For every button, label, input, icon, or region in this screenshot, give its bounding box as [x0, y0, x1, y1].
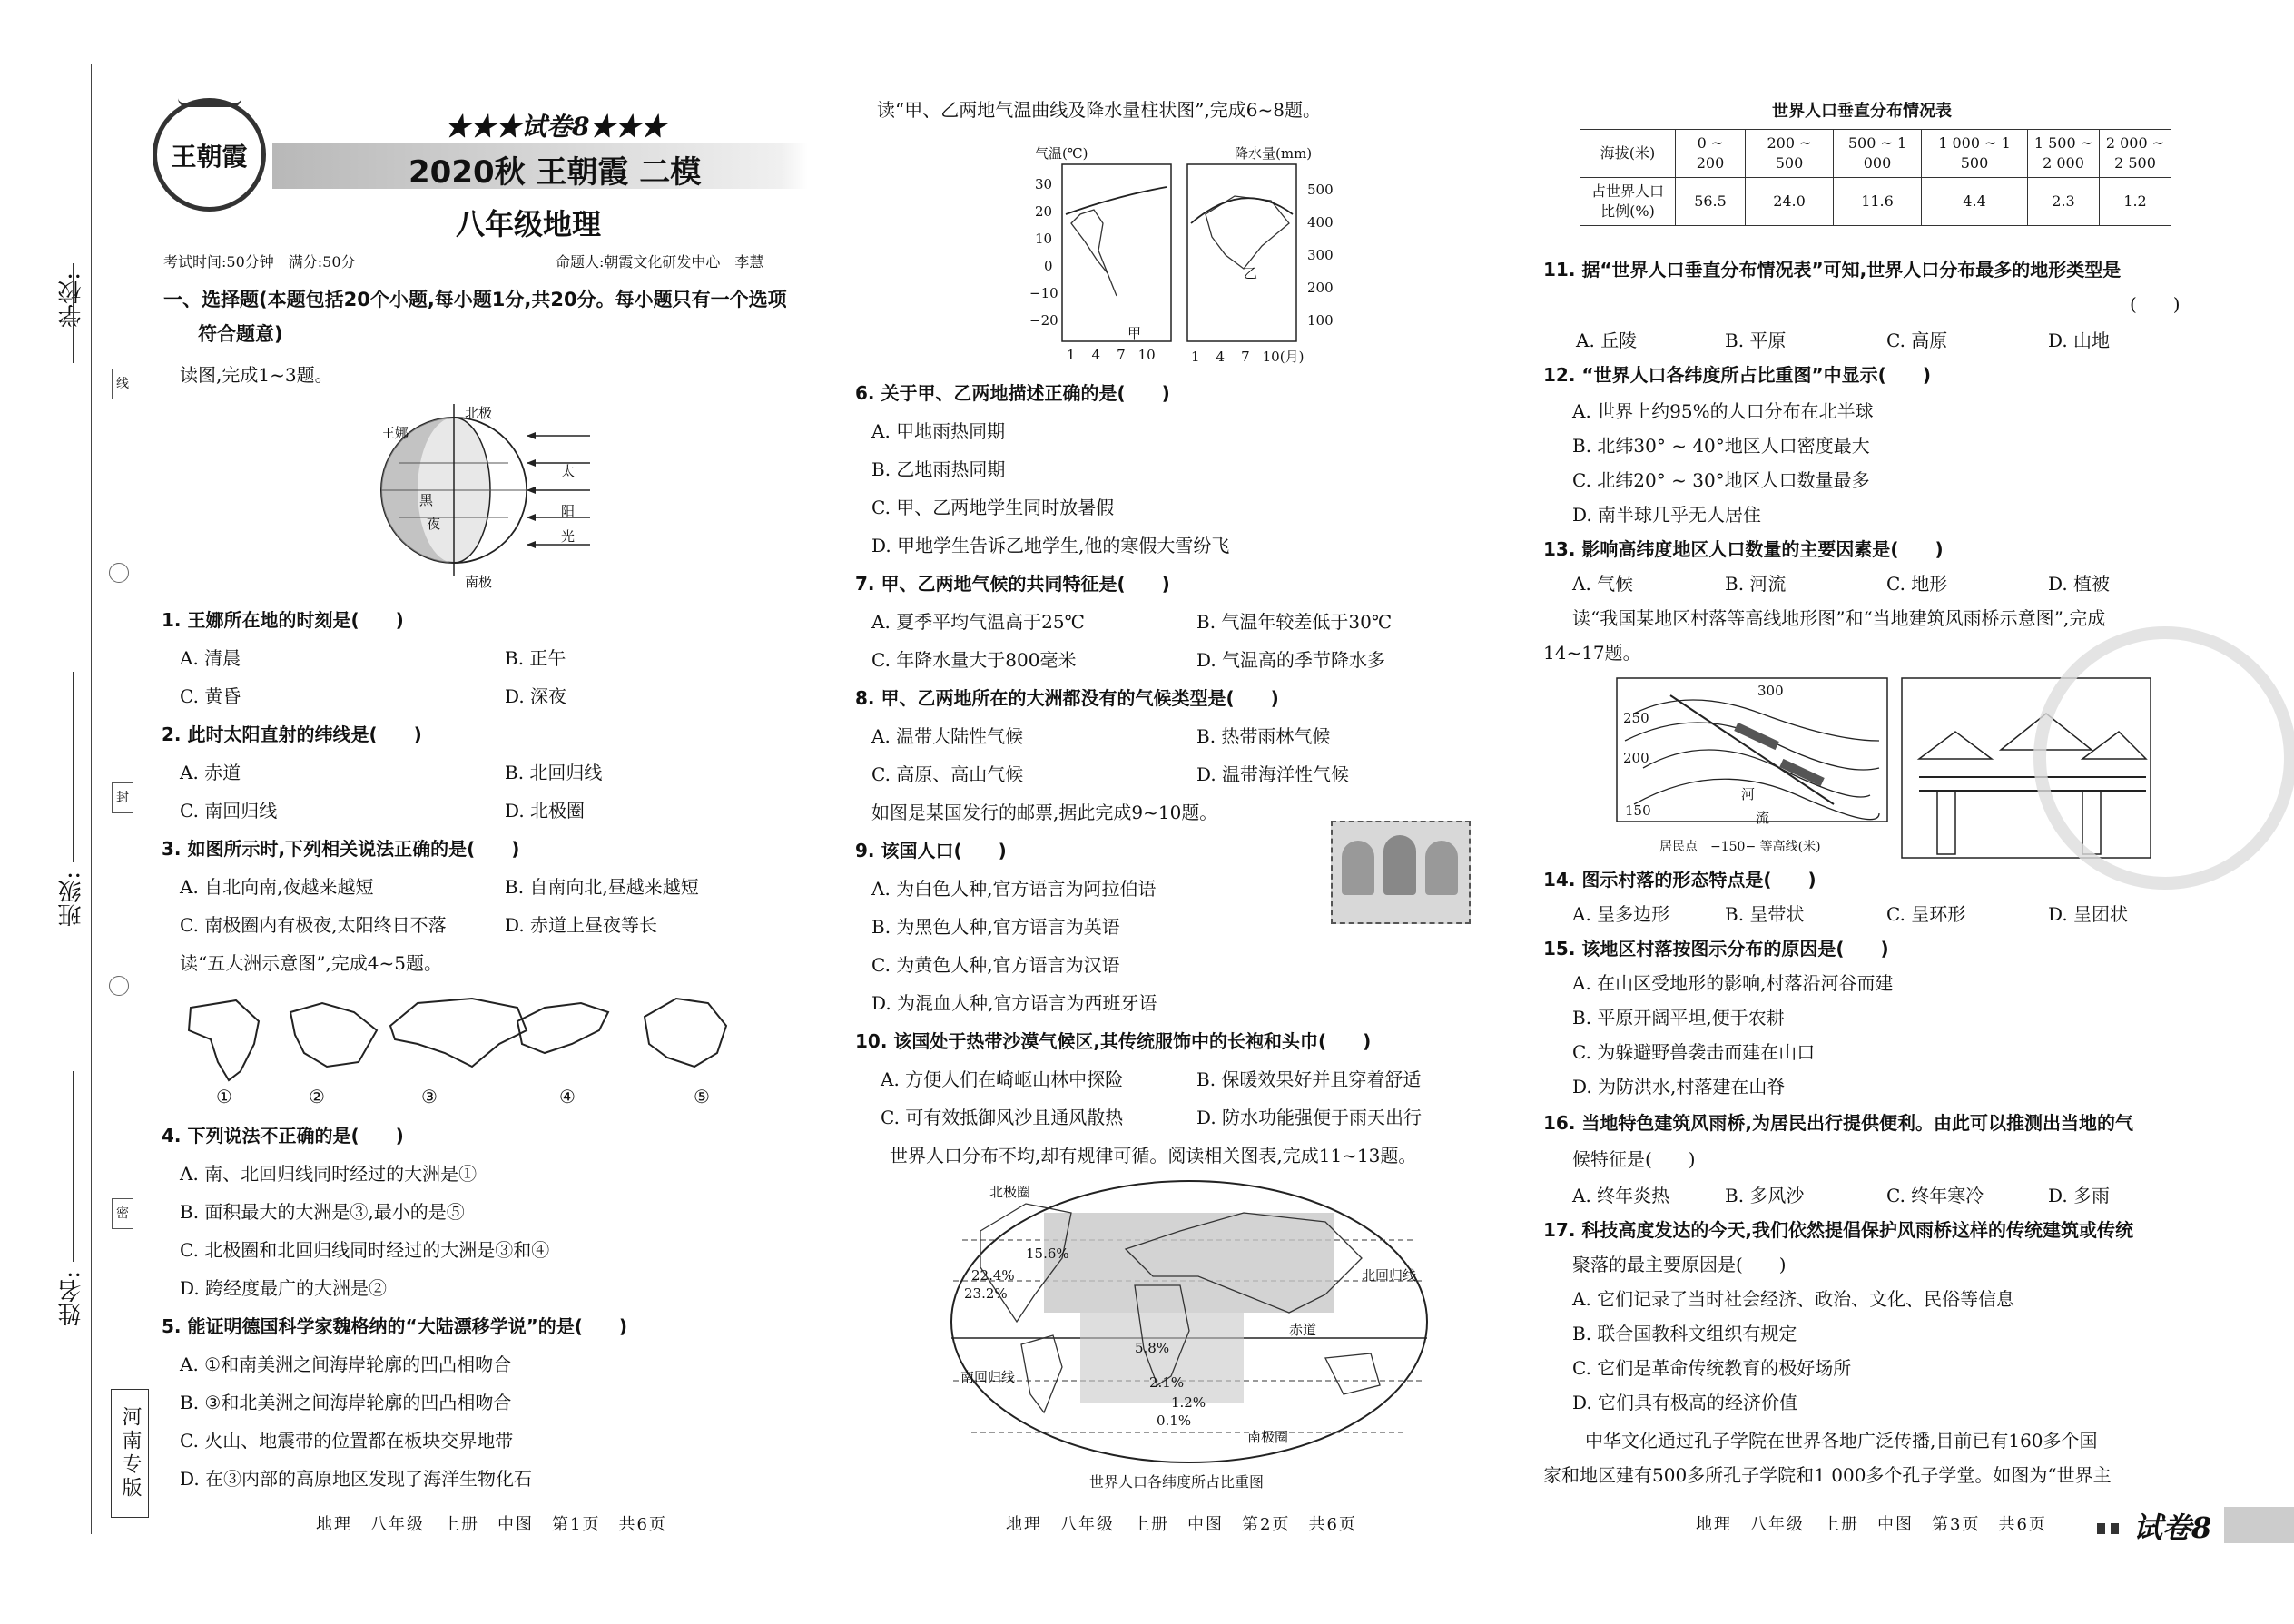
q12-option-d[interactable]: D. 南半球几乎无人居住 [1572, 504, 1762, 526]
q4-option-b[interactable]: B. 面积最大的大洲是③,最小的是⑤ [180, 1201, 465, 1223]
binding-line [91, 64, 92, 1534]
month-tick: 7 [1117, 347, 1126, 363]
q15-stem: 15. 该地区村落按图示分布的原因是( ) [1543, 938, 1889, 960]
intro-q1-3: 读图,完成1~3题。 [180, 364, 333, 386]
q16-stem: 16. 当地特色建筑风雨桥,为居民出行提供便利。由此可以推测出当地的气 [1543, 1112, 2133, 1134]
month-tick: 10 [1262, 349, 1280, 365]
table-cell: 4.4 [1922, 178, 2028, 226]
map-pct-label: 15.6% [1026, 1245, 1069, 1262]
q8-option-b[interactable]: B. 热带雨林气候 [1196, 725, 1331, 747]
footer-paper-tag: 试卷8 [2133, 1511, 2212, 1545]
month-tick: 7 [1241, 349, 1250, 365]
q9-option-d[interactable]: D. 为混血人种,官方语言为西班牙语 [871, 992, 1157, 1014]
binding-mark-xian: 线 [112, 369, 133, 399]
continent-5-label: ⑤ [694, 1086, 710, 1107]
fig1-sun-label-1: 太 [561, 463, 576, 479]
map-pct-label: 23.2% [964, 1285, 1008, 1302]
q6-option-a[interactable]: A. 甲地雨热同期 [871, 420, 1006, 442]
name-label: 姓名: [58, 1271, 85, 1326]
q13-option-a[interactable]: A. 气候 [1572, 573, 1634, 595]
binding-hole-icon [109, 976, 129, 996]
table-cell: 56.5 [1676, 178, 1746, 226]
q5-option-d[interactable]: D. 在③内部的高原地区发现了海洋生物化石 [180, 1468, 533, 1490]
q7-option-c[interactable]: C. 年降水量大于800毫米 [871, 649, 1077, 671]
table-row [1580, 178, 2171, 226]
q14-option-c[interactable]: C. 呈环形 [1886, 903, 1966, 925]
intro-q11-13: 世界人口分布不均,却有规律可循。阅读相关图表,完成11~13题。 [890, 1145, 1417, 1166]
q4-stem: 4. 下列说法不正确的是( ) [162, 1125, 404, 1147]
q11-option-c[interactable]: C. 高原 [1886, 330, 1948, 351]
q9-stem: 9. 该国人口( ) [855, 840, 1007, 861]
q7-option-b[interactable]: B. 气温年较差低于30℃ [1196, 611, 1393, 633]
footer-tab [2224, 1507, 2294, 1543]
contour-200-label: 200 [1623, 750, 1649, 766]
q14-option-a[interactable]: A. 呈多边形 [1572, 903, 1670, 925]
contour-150-label: 150 [1625, 802, 1651, 819]
q10-option-c[interactable]: C. 可有效抵御风沙且通风散热 [881, 1107, 1124, 1128]
chart-month-axis-jia [1067, 347, 1156, 363]
contour-300-label: 300 [1757, 683, 1784, 699]
logo-crown-icon [178, 76, 241, 107]
q16-option-d[interactable]: D. 多雨 [2048, 1185, 2111, 1206]
q15-option-c[interactable]: C. 为躲避野兽袭击而建在山口 [1572, 1041, 1816, 1063]
fig1-sun-label-2: 阳 [561, 503, 576, 519]
q8-option-c[interactable]: C. 高原、高山气候 [871, 763, 1024, 785]
temp-tick: 0 [1044, 258, 1053, 274]
chart-month-axis-yi [1191, 347, 1304, 366]
class-underline [73, 672, 74, 862]
table-cell: 2 000 ~ 2 500 [2100, 130, 2171, 178]
table-cell: 2.3 [2028, 178, 2100, 226]
table-cell: 1 000 ~ 1 500 [1922, 130, 2028, 178]
q6-stem: 6. 关于甲、乙两地描述正确的是( ) [855, 382, 1170, 404]
q3-stem: 3. 如图所示时,下列相关说法正确的是( ) [162, 838, 520, 860]
chart-yi-label: 乙 [1244, 265, 1258, 281]
map-pct-label: 2.1% [1149, 1374, 1185, 1391]
precip-tick: 500 [1307, 182, 1334, 198]
name-underline [73, 1071, 74, 1262]
q8-option-d[interactable]: D. 温带海洋性气候 [1196, 763, 1350, 785]
q3-option-b[interactable]: B. 自南向北,昼越来越短 [505, 876, 699, 898]
q9-option-a[interactable]: A. 为白色人种,官方语言为阿拉伯语 [871, 878, 1157, 900]
q15-option-b[interactable]: B. 平原开阔平坦,便于农耕 [1572, 1007, 1785, 1029]
month-unit: (月) [1279, 349, 1305, 365]
q13-stem: 13. 影响高纬度地区人口数量的主要因素是( ) [1543, 538, 1944, 560]
fig1-south-label: 南极 [465, 574, 493, 590]
q14-stem: 14. 图示村落的形态特点是( ) [1543, 869, 1816, 891]
q11-stem: 11. 据“世界人口垂直分布情况表”可知,世界人口分布最多的地形类型是 [1543, 259, 2122, 281]
q11-option-a[interactable]: A. 丘陵 [1576, 330, 1638, 351]
section1-heading-cont: 符合题意) [198, 323, 283, 345]
table-header-cell: 海拔(米) [1580, 130, 1676, 178]
q13-option-b[interactable]: B. 河流 [1725, 573, 1787, 595]
q12-stem: 12. “世界人口各纬度所占比重图”中显示( ) [1543, 364, 1931, 386]
intro-q6-8: 读“甲、乙两地气温曲线及降水量柱状图”,完成6~8题。 [877, 99, 1322, 121]
q11-answer-paren[interactable]: ( ) [2130, 293, 2181, 315]
q2-option-c[interactable]: C. 南回归线 [180, 800, 278, 822]
map-caption: 世界人口各纬度所占比重图 [1089, 1473, 1265, 1491]
intro-q14-17-cont: 14~17题。 [1543, 642, 1641, 664]
contour-250-label: 250 [1623, 710, 1649, 726]
table-cell: 500 ~ 1 000 [1834, 130, 1922, 178]
q5-stem: 5. 能证明德国科学家魏格纳的“大陆漂移学说”的是( ) [162, 1315, 628, 1337]
q7-option-d[interactable]: D. 气温高的季节降水多 [1196, 649, 1386, 671]
map-pct-label: 22.4% [971, 1267, 1015, 1284]
closing-paragraph-line2: 家和地区建有500多所孔子学院和1 000多个孔子学堂。如图为“世界主 [1543, 1464, 2112, 1486]
continent-2-label: ② [309, 1086, 325, 1107]
q17-option-a[interactable]: A. 它们记录了当时社会经济、政治、文化、民俗等信息 [1572, 1288, 2015, 1310]
q4-option-a[interactable]: A. 南、北回归线同时经过的大洲是① [180, 1163, 478, 1185]
precip-tick: 100 [1307, 312, 1334, 329]
class-field[interactable] [54, 871, 91, 927]
class-label: 班级: [58, 871, 85, 927]
q2-option-d[interactable]: D. 北极圈 [505, 800, 586, 822]
logo [153, 98, 266, 212]
q13-option-c[interactable]: C. 地形 [1886, 573, 1948, 595]
table-cell: 1 500 ~ 2 000 [2028, 130, 2100, 178]
month-tick: 10 [1137, 347, 1156, 363]
q1-option-d[interactable]: D. 深夜 [505, 685, 567, 707]
fig1-night-label: 夜 [427, 516, 441, 532]
map-antarctic-label: 南极圈 [1247, 1429, 1289, 1445]
continent-4-label: ④ [559, 1086, 576, 1107]
school-underline [73, 263, 74, 363]
q12-option-b[interactable]: B. 北纬30° ~ 40°地区人口密度最大 [1572, 435, 1870, 457]
school-label: 学校: [58, 272, 85, 328]
q10-stem: 10. 该国处于热带沙漠气候区,其传统服饰中的长袍和头巾( ) [855, 1030, 1372, 1052]
q17-option-d[interactable]: D. 它们具有极高的经济价值 [1572, 1392, 1798, 1413]
q6-option-c[interactable]: C. 甲、乙两地学生同时放暑假 [871, 497, 1115, 518]
q3-option-d[interactable]: D. 赤道上昼夜等长 [505, 914, 658, 936]
binding-mark-mi: 密 [112, 1198, 133, 1229]
map-arctic-label: 北极圈 [989, 1184, 1031, 1200]
temp-tick: −10 [1029, 285, 1058, 301]
q17-stem-cont: 聚落的最主要原因是( ) [1572, 1254, 1787, 1275]
q17-option-c[interactable]: C. 它们是革命传统教育的极好场所 [1572, 1357, 1852, 1379]
stamp-image [1331, 821, 1471, 924]
exam-info: 考试时间:50分钟 满分:50分 [163, 253, 356, 271]
fig1-dark-label: 黑 [419, 492, 434, 508]
table-cell: 11.6 [1834, 178, 1922, 226]
intro-q14-17: 读“我国某地区村落等高线地形图”和“当地建筑风雨桥示意图”,完成 [1572, 607, 2106, 629]
precip-axis-label: 降水量(mm) [1235, 145, 1313, 162]
q8-option-a[interactable]: A. 温带大陆性气候 [871, 725, 1024, 747]
map-pct-label: 1.2% [1171, 1394, 1206, 1411]
population-elevation-table [1580, 129, 2171, 226]
q15-option-d[interactable]: D. 为防洪水,村落建在山脊 [1572, 1076, 1786, 1097]
q11-option-b[interactable]: B. 平原 [1725, 330, 1787, 351]
q16-option-a[interactable]: A. 终年炎热 [1572, 1185, 1670, 1206]
q5-option-b[interactable]: B. ③和北美洲之间海岸轮廓的凹凸相吻合 [180, 1392, 512, 1413]
intro-q9-10: 如图是某国发行的邮票,据此完成9~10题。 [871, 802, 1218, 823]
map-pct-label: 5.8% [1135, 1340, 1170, 1356]
temp-axis-label: 气温(℃) [1035, 145, 1088, 162]
month-tick: 4 [1091, 347, 1101, 363]
chart-jia-label: 甲 [1127, 325, 1142, 341]
temp-tick: 30 [1035, 176, 1053, 192]
exam-author: 命题人:朝霞文化研发中心 李慧 [556, 253, 764, 271]
q10-option-a[interactable]: A. 方便人们在崎岖山林中探险 [881, 1068, 1124, 1090]
q5-option-a[interactable]: A. ①和南美洲之间海岸轮廓的凹凸相吻合 [180, 1353, 512, 1375]
paper-number: ★★★试卷8★★★ [445, 112, 666, 142]
stamp-figure [1342, 841, 1374, 895]
table-cell: 200 ~ 500 [1746, 130, 1834, 178]
table-cell: 1.2 [2100, 178, 2171, 226]
contour-river-label-2: 流 [1756, 810, 1770, 826]
continent-1-label: ① [216, 1086, 232, 1107]
q5-option-c[interactable]: C. 火山、地震带的位置都在板块交界地带 [180, 1430, 514, 1452]
binding-mark-feng: 封 [112, 782, 133, 813]
q14-option-b[interactable]: B. 呈带状 [1725, 903, 1805, 925]
q9-option-b[interactable]: B. 为黑色人种,官方语言为英语 [871, 916, 1120, 938]
q6-option-d[interactable]: D. 甲地学生告诉乙地学生,他的寒假大雪纷飞 [871, 535, 1230, 556]
q1-option-b[interactable]: B. 正午 [505, 647, 566, 669]
q14-option-d[interactable]: D. 呈团状 [2048, 903, 2129, 925]
stamp-figure [1383, 835, 1416, 895]
table-header-cell: 占世界人口比例(%) [1580, 178, 1676, 226]
q1-stem: 1. 王娜所在地的时刻是( ) [162, 609, 404, 631]
watermark-seal-icon [2033, 626, 2294, 890]
logo-text: 王朝霞 [171, 142, 248, 172]
q12-option-c[interactable]: C. 北纬20° ~ 30°地区人口数量最多 [1572, 469, 1870, 491]
q10-option-b[interactable]: B. 保暖效果好并且穿着舒适 [1196, 1068, 1422, 1090]
q2-option-a[interactable]: A. 赤道 [180, 762, 241, 783]
q9-option-c[interactable]: C. 为黄色人种,官方语言为汉语 [871, 954, 1120, 976]
closing-paragraph-line1: 中华文化通过孔子学院在世界各地广泛传播,目前已有160多个国 [1585, 1430, 2098, 1452]
temp-tick: 10 [1035, 231, 1053, 247]
fig1-person-label: 王娜 [381, 425, 409, 441]
footer-page-3: 地理 八年级 上册 中图 第3页 共6页 [1696, 1515, 2047, 1534]
q17-option-b[interactable]: B. 联合国教科文组织有规定 [1572, 1323, 1797, 1344]
q4-option-d[interactable]: D. 跨经度最广的大洲是② [180, 1277, 388, 1299]
q16-option-b[interactable]: B. 多风沙 [1725, 1185, 1805, 1206]
q16-stem-cont: 候特征是( ) [1572, 1148, 1696, 1170]
stamp-figure [1425, 841, 1458, 895]
map-tropic-s-label: 南回归线 [960, 1369, 1016, 1385]
q7-stem: 7. 甲、乙两地气候的共同特征是( ) [855, 573, 1170, 595]
table-row [1580, 130, 2171, 178]
name-field[interactable] [54, 1271, 91, 1326]
pop-table-title: 世界人口垂直分布情况表 [1772, 102, 1952, 121]
q2-option-b[interactable]: B. 北回归线 [505, 762, 603, 783]
contour-legend: 居民点 −150− 等高线(米) [1659, 840, 1821, 854]
q13-option-d[interactable]: D. 植被 [2048, 573, 2111, 595]
subject-title: 八年级地理 [456, 207, 602, 241]
map-tropic-n-label: 北回归线 [1362, 1267, 1417, 1284]
precip-tick: 200 [1307, 280, 1334, 296]
q3-option-a[interactable]: A. 自北向南,夜越来越短 [180, 876, 374, 898]
precip-tick: 400 [1307, 214, 1334, 231]
temp-tick: −20 [1029, 312, 1058, 329]
precip-tick: 300 [1307, 247, 1334, 263]
binding-hole-icon [109, 563, 129, 583]
q8-stem: 8. 甲、乙两地所在的大洲都没有的气候类型是( ) [855, 687, 1279, 709]
q6-option-b[interactable]: B. 乙地雨热同期 [871, 458, 1006, 480]
q15-option-a[interactable]: A. 在山区受地形的影响,村落沿河谷而建 [1572, 972, 1894, 994]
q3-option-c[interactable]: C. 南极圈内有极夜,太阳终日不落 [180, 914, 447, 936]
continent-3-label: ③ [421, 1086, 438, 1107]
q1-option-c[interactable]: C. 黄昏 [180, 685, 241, 707]
q11-option-d[interactable]: D. 山地 [2048, 330, 2111, 351]
q4-option-c[interactable]: C. 北极圈和北回归线同时经过的大洲是③和④ [180, 1239, 550, 1261]
month-tick: 1 [1067, 347, 1076, 363]
month-tick: 1 [1191, 349, 1200, 365]
fig1-north-label: 北极 [465, 405, 493, 421]
contour-river-label-1: 河 [1741, 786, 1756, 802]
footer-decoration [2097, 1523, 2124, 1534]
q12-option-a[interactable]: A. 世界上约95%的人口分布在北半球 [1572, 400, 1874, 422]
intro-q4-5: 读“五大洲示意图”,完成4~5题。 [180, 952, 443, 974]
temp-tick: 20 [1035, 203, 1053, 220]
table-cell: 0 ~ 200 [1676, 130, 1746, 178]
footer-page-1: 地理 八年级 上册 中图 第1页 共6页 [316, 1515, 667, 1534]
q16-option-c[interactable]: C. 终年寒冷 [1886, 1185, 1984, 1206]
section1-heading: 一、选择题(本题包括20个小题,每小题1分,共20分。每小题只有一个选项 [163, 289, 787, 310]
climate-chart [1008, 160, 1353, 369]
edition-badge: 河南专版 [111, 1389, 149, 1518]
month-tick: 4 [1216, 349, 1226, 365]
exam-title: 2020秋 王朝霞 二模 [409, 154, 702, 191]
q7-option-a[interactable]: A. 夏季平均气温高于25℃ [871, 611, 1085, 633]
q10-option-d[interactable]: D. 防水功能强便于雨天出行 [1196, 1107, 1423, 1128]
five-continents-figure [172, 989, 753, 1089]
fig1-sun-label-3: 光 [561, 528, 576, 545]
map-pct-label: 0.1% [1157, 1412, 1192, 1429]
q1-option-a[interactable]: A. 清晨 [180, 647, 241, 669]
q2-stem: 2. 此时太阳直射的纬线是( ) [162, 723, 422, 745]
table-cell: 24.0 [1746, 178, 1834, 226]
q17-stem: 17. 科技高度发达的今天,我们依然提倡保护风雨桥这样的传统建筑或传统 [1543, 1219, 2133, 1241]
map-equator-label: 赤道 [1289, 1322, 1317, 1338]
footer-page-2: 地理 八年级 上册 中图 第2页 共6页 [1006, 1515, 1357, 1534]
